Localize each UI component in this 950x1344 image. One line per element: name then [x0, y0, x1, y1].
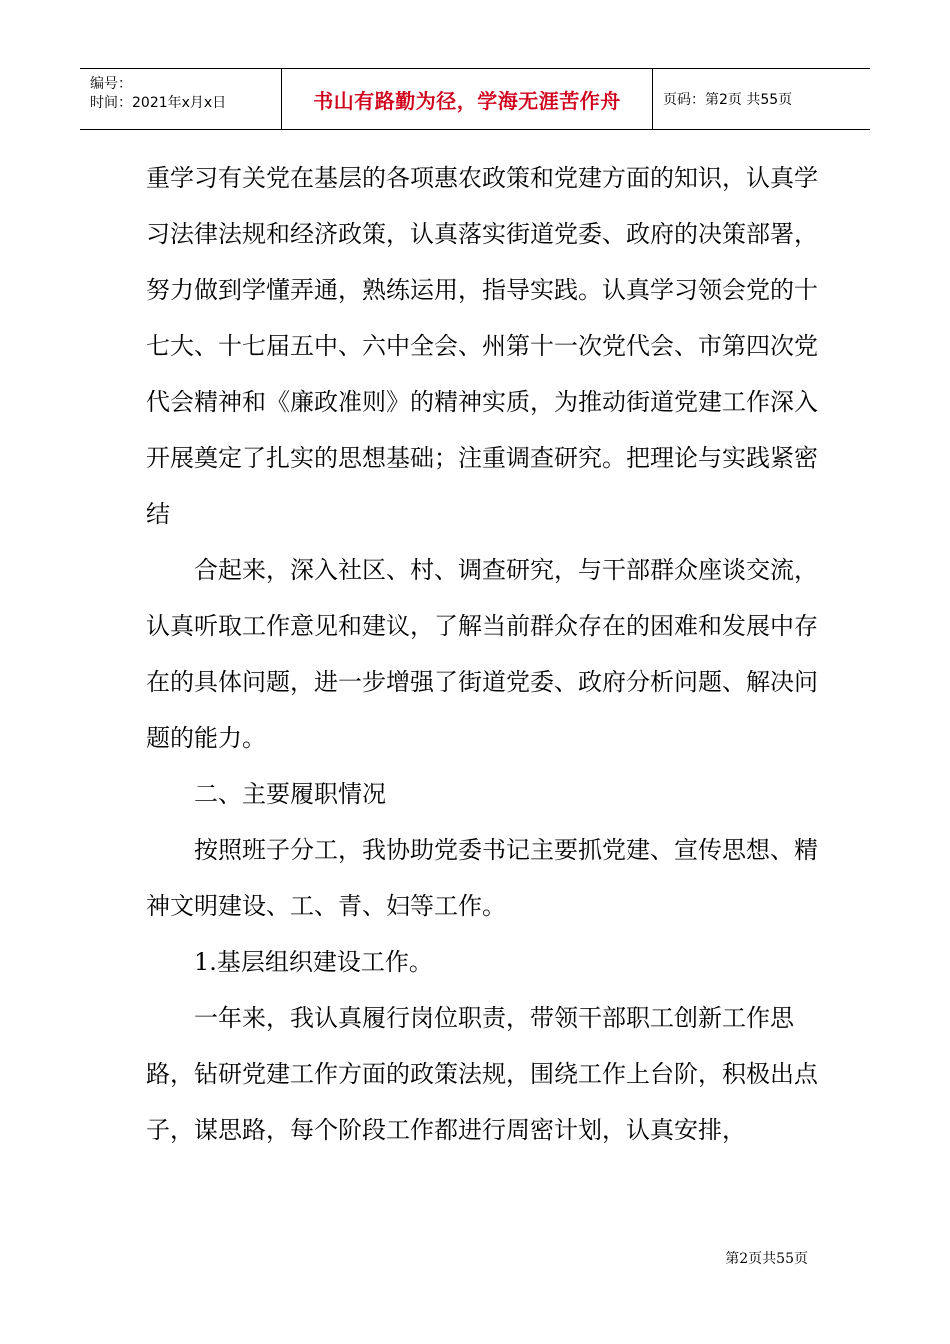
paragraph: 一年来，我认真履行岗位职责，带领干部职工创新工作思路，钻研党建工作方面的政策法规，围绕工作上台阶，积极出点子，谋思路，每个阶段工作都进行周密计划，认真安排，: [146, 1004, 818, 1144]
header-page-info: 页码：第2页 共55页: [663, 92, 793, 108]
page-footer: 第2页共55页: [725, 1251, 808, 1267]
subsection-heading: 1.基层组织建设工作。: [194, 948, 433, 976]
page-header: [80, 68, 870, 130]
document-body: [146, 150, 826, 1158]
header-number-label: 编号：: [90, 76, 132, 92]
header-time-label: 时间：2021年x月x日: [90, 95, 227, 111]
paragraph: 按照班子分工，我协助党委书记主要抓党建、宣传思想、精神文明建设、工、青、妇等工作。: [146, 836, 818, 920]
section-heading: 二、主要履职情况: [194, 780, 386, 808]
paragraph: 合起来，深入社区、村、调查研究，与干部群众座谈交流，认真听取工作意见和建议，了解当前群众存在的困难和发展中存在的具体问题，进一步增强了街道党委、政府分析问题、解决问题的能力。: [146, 556, 818, 752]
header-meta: [80, 69, 282, 129]
paragraph: 重学习有关党在基层的各项惠农政策和党建方面的知识，认真学习法律法规和经济政策，认真落实街道党委、政府的决策部署，努力做到学懂弄通，熟练运用，指导实践。认真学习领会党的十七大、十七届五中、六中全会、州第十一次党代会、市第四次党代会精神和《廉政准则》的精神实质，为推动街道党建工作深入开展奠定了扎实的思想基础；注重调查研究。把理论与实践紧密结: [146, 164, 818, 528]
header-motto: 书山有路勤为径，学海无涯苦作舟: [282, 69, 653, 129]
